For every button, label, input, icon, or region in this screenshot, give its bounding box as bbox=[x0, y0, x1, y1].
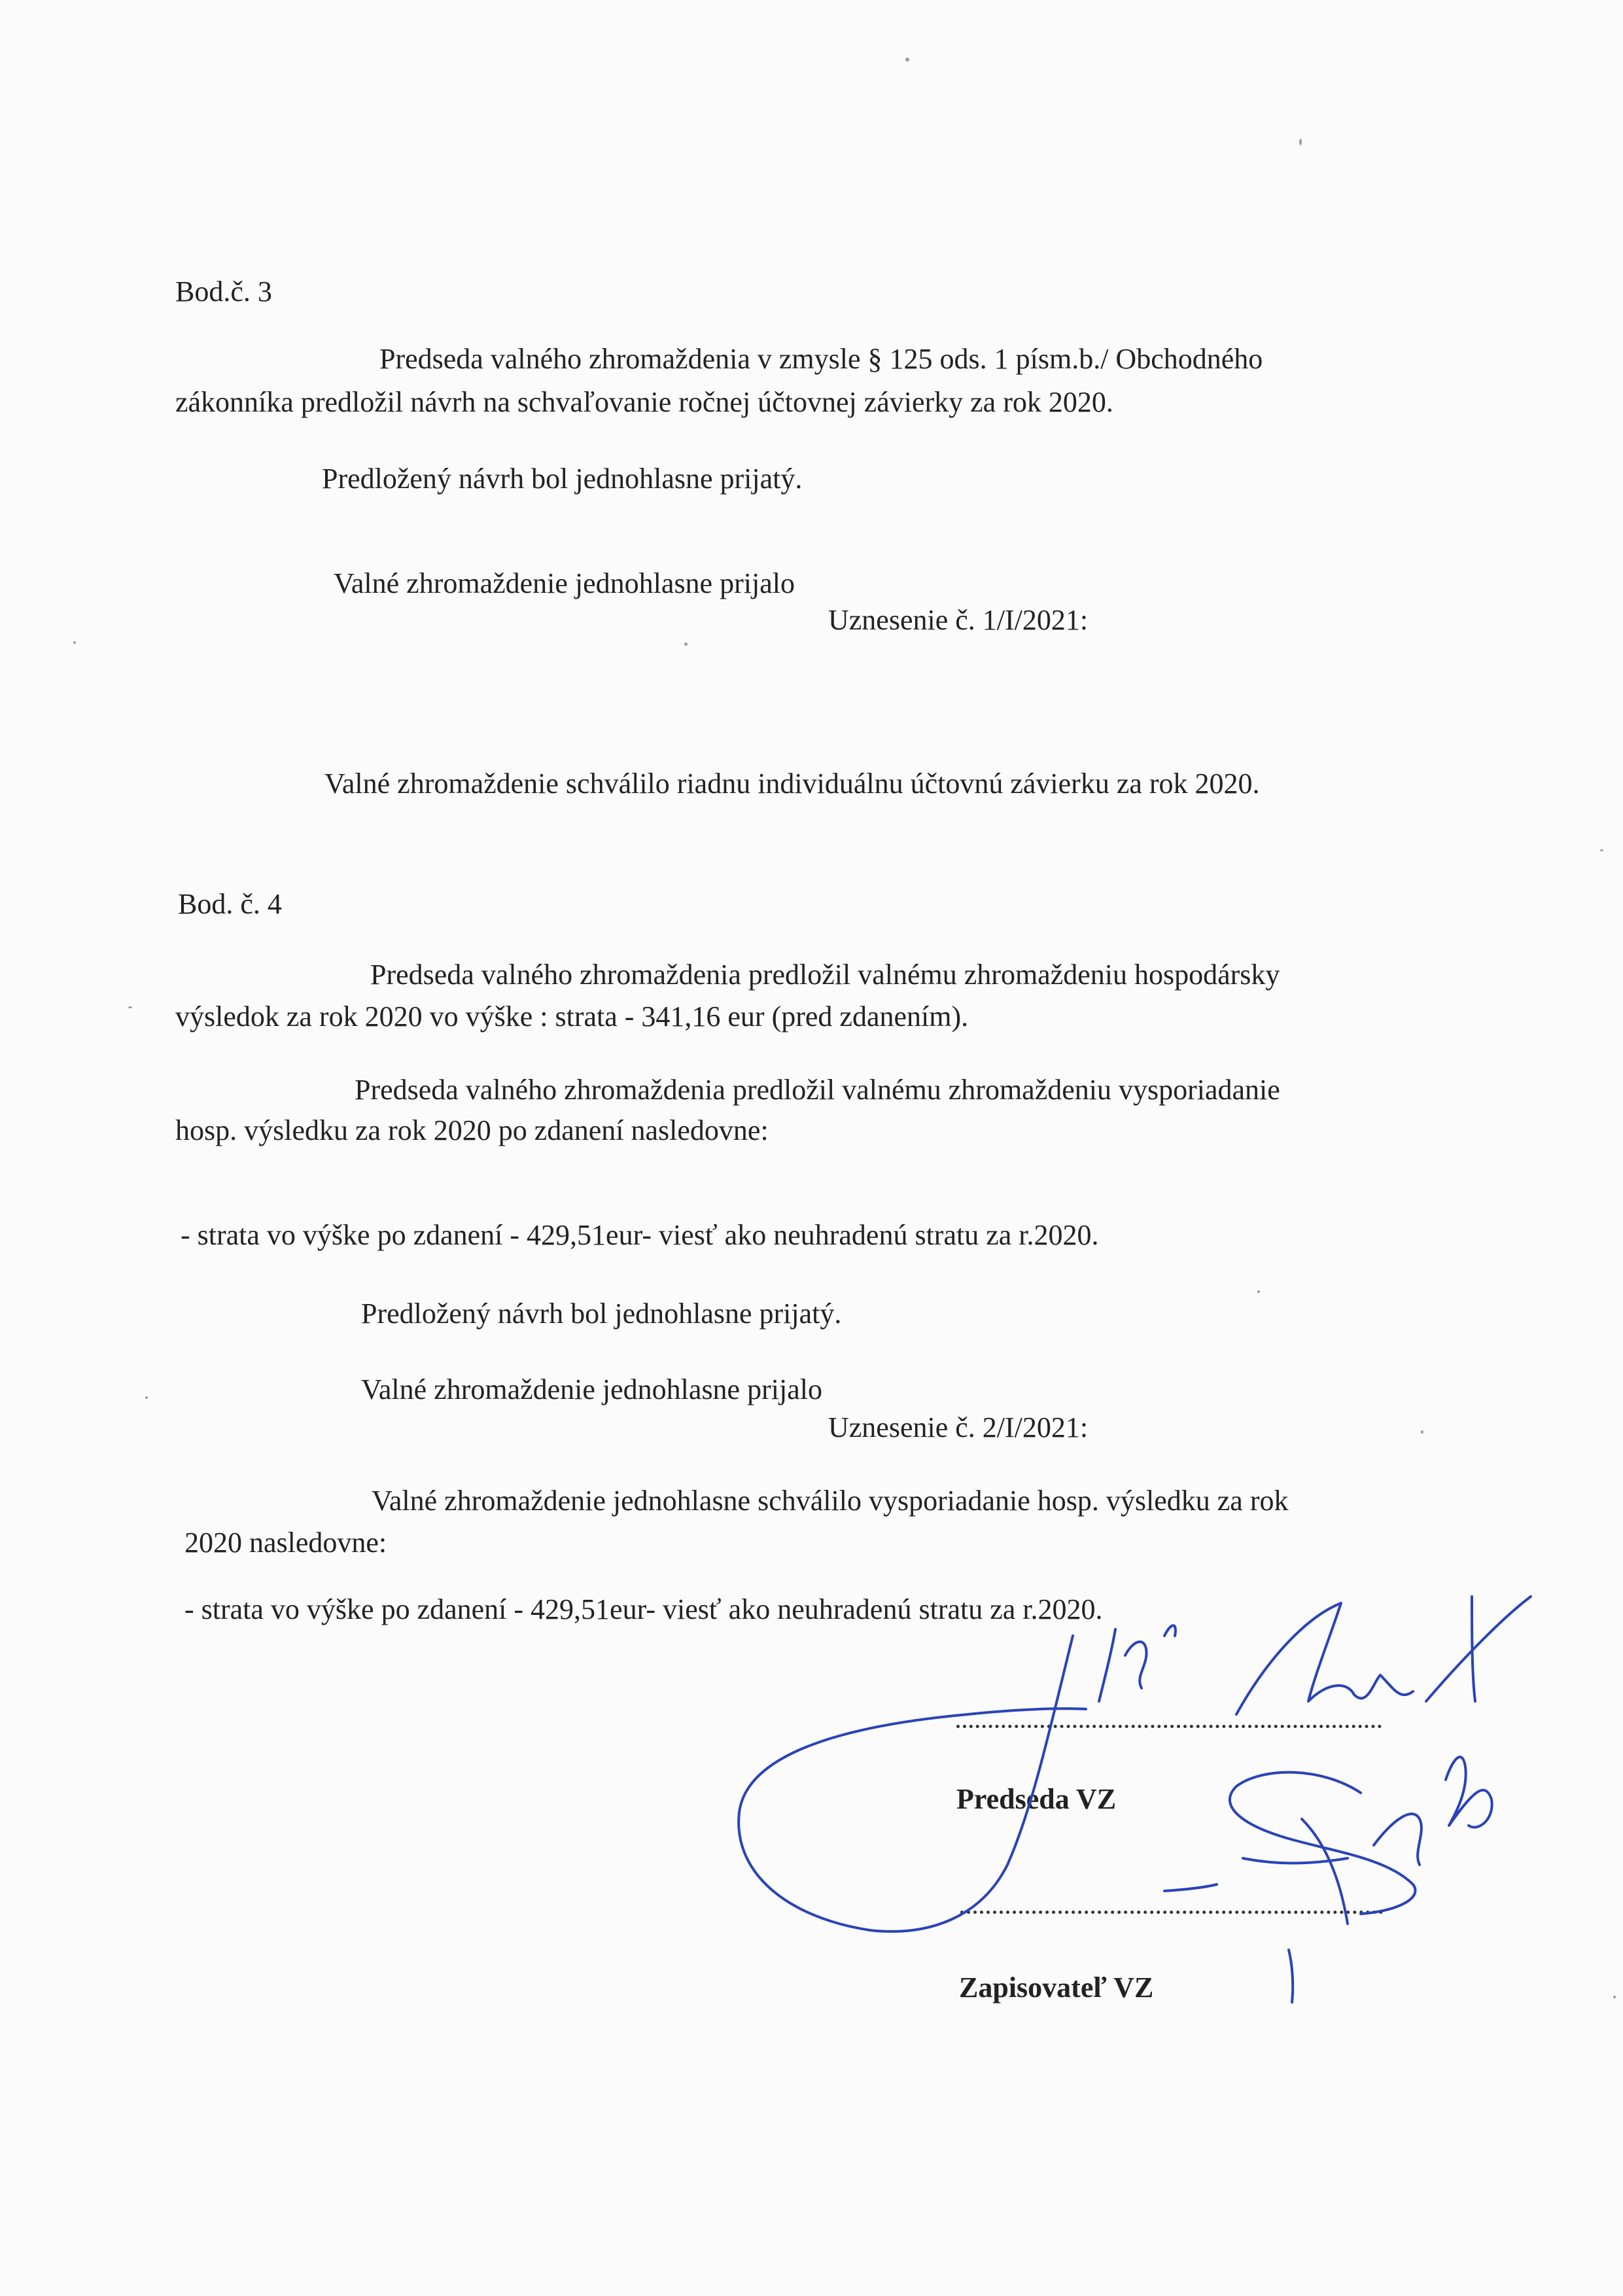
section-4-adopted: Valné zhromaždenie jednohlasne prijalo bbox=[361, 1373, 822, 1405]
section-3-paragraph-line-1: Predseda valného zhromaždenia v zmysle § 125 ods. 1 písm.b./ Obchodného bbox=[379, 343, 1263, 375]
scan-speck bbox=[145, 1396, 148, 1399]
section-4-paragraph-2-line-2: hosp. výsledku za rok 2020 po zdanení nasledovne: bbox=[175, 1114, 769, 1146]
section-4-approved: Predložený návrh bol jednohlasne prijatý. bbox=[361, 1298, 842, 1330]
scan-speck bbox=[1299, 139, 1302, 145]
section-3-resolution-number: Uznesenie č. 1/I/2021: bbox=[828, 604, 1089, 636]
chair-signature-stroke-4 bbox=[1236, 1603, 1413, 1714]
section-4-resolution-line-1: Valné zhromaždenie jednohlasne schválilo vysporiadanie hosp. výsledku za rok bbox=[372, 1485, 1289, 1517]
section-3-resolution-text: Valné zhromaždenie schválilo riadnu individuálnu účtovnú závierku za rok 2020. bbox=[324, 768, 1260, 800]
recorder-signature-stroke-1 bbox=[1243, 1858, 1348, 1863]
chair-signature-loop bbox=[739, 1636, 1086, 1932]
scan-speck bbox=[1257, 1290, 1260, 1293]
chair-signature-stroke-5 bbox=[1426, 1597, 1531, 1701]
recorder-signature-dash bbox=[1164, 1884, 1217, 1891]
section-4-paragraph-1-line-1: Predseda valného zhromaždenia predložil valnému zhromaždeniu hospodársky bbox=[370, 959, 1280, 991]
scan-speck bbox=[73, 641, 76, 644]
section-3-paragraph-line-2: zákonníka predložil návrh na schvaľovanie ročnej účtovnej závierky za rok 2020. bbox=[175, 386, 1113, 418]
section-3-heading: Bod.č. 3 bbox=[175, 275, 272, 308]
chair-signature-stroke-1 bbox=[1099, 1629, 1115, 1701]
scan-speck bbox=[684, 643, 688, 646]
section-4-heading: Bod. č. 4 bbox=[178, 888, 282, 920]
scan-speck bbox=[905, 58, 909, 62]
section-4-paragraph-1-line-2: výsledok za rok 2020 vo výške : strata - 341,16 eur (pred zdanením). bbox=[175, 1000, 969, 1033]
section-3-adopted: Valné zhromaždenie jednohlasne prijalo bbox=[334, 567, 795, 599]
section-4-list-item-2: - strata vo výške po zdanení - 429,51eur- viesť ako neuhradenú stratu za r.2020. bbox=[184, 1593, 1103, 1625]
recorder-signature-initials bbox=[1446, 1757, 1492, 1827]
section-4-resolution-line-2: 2020 nasledovne: bbox=[184, 1527, 387, 1559]
chair-label: Predseda VZ bbox=[956, 1783, 1117, 1815]
recorder-signature-loop bbox=[1230, 1773, 1416, 1914]
recorder-label: Zapisovateľ VZ bbox=[959, 1971, 1154, 2004]
recorder-signature-stroke-3 bbox=[1374, 1814, 1422, 1865]
recorder-signature-stroke-4 bbox=[1289, 1950, 1293, 2002]
chair-signature-stroke-2 bbox=[1125, 1642, 1147, 1688]
section-4-paragraph-2-line-1: Predseda valného zhromaždenia predložil valnému zhromaždeniu vysporiadanie bbox=[355, 1074, 1280, 1106]
section-3-approved: Predložený návrh bol jednohlasne prijatý. bbox=[322, 463, 803, 495]
scan-speck bbox=[1600, 849, 1603, 851]
scan-speck bbox=[1421, 1430, 1423, 1434]
recorder-signature-stroke-2 bbox=[1302, 1819, 1348, 1924]
scan-speck bbox=[128, 1006, 132, 1008]
section-4-list-item-1: - strata vo výške po zdanení - 429,51eur- viesť ako neuhradenú stratu za r.2020. bbox=[181, 1219, 1099, 1251]
section-4-resolution-number: Uznesenie č. 2/I/2021: bbox=[828, 1411, 1089, 1443]
scan-speck bbox=[1613, 1996, 1616, 1998]
chair-signature-stroke-3 bbox=[1164, 1625, 1176, 1636]
